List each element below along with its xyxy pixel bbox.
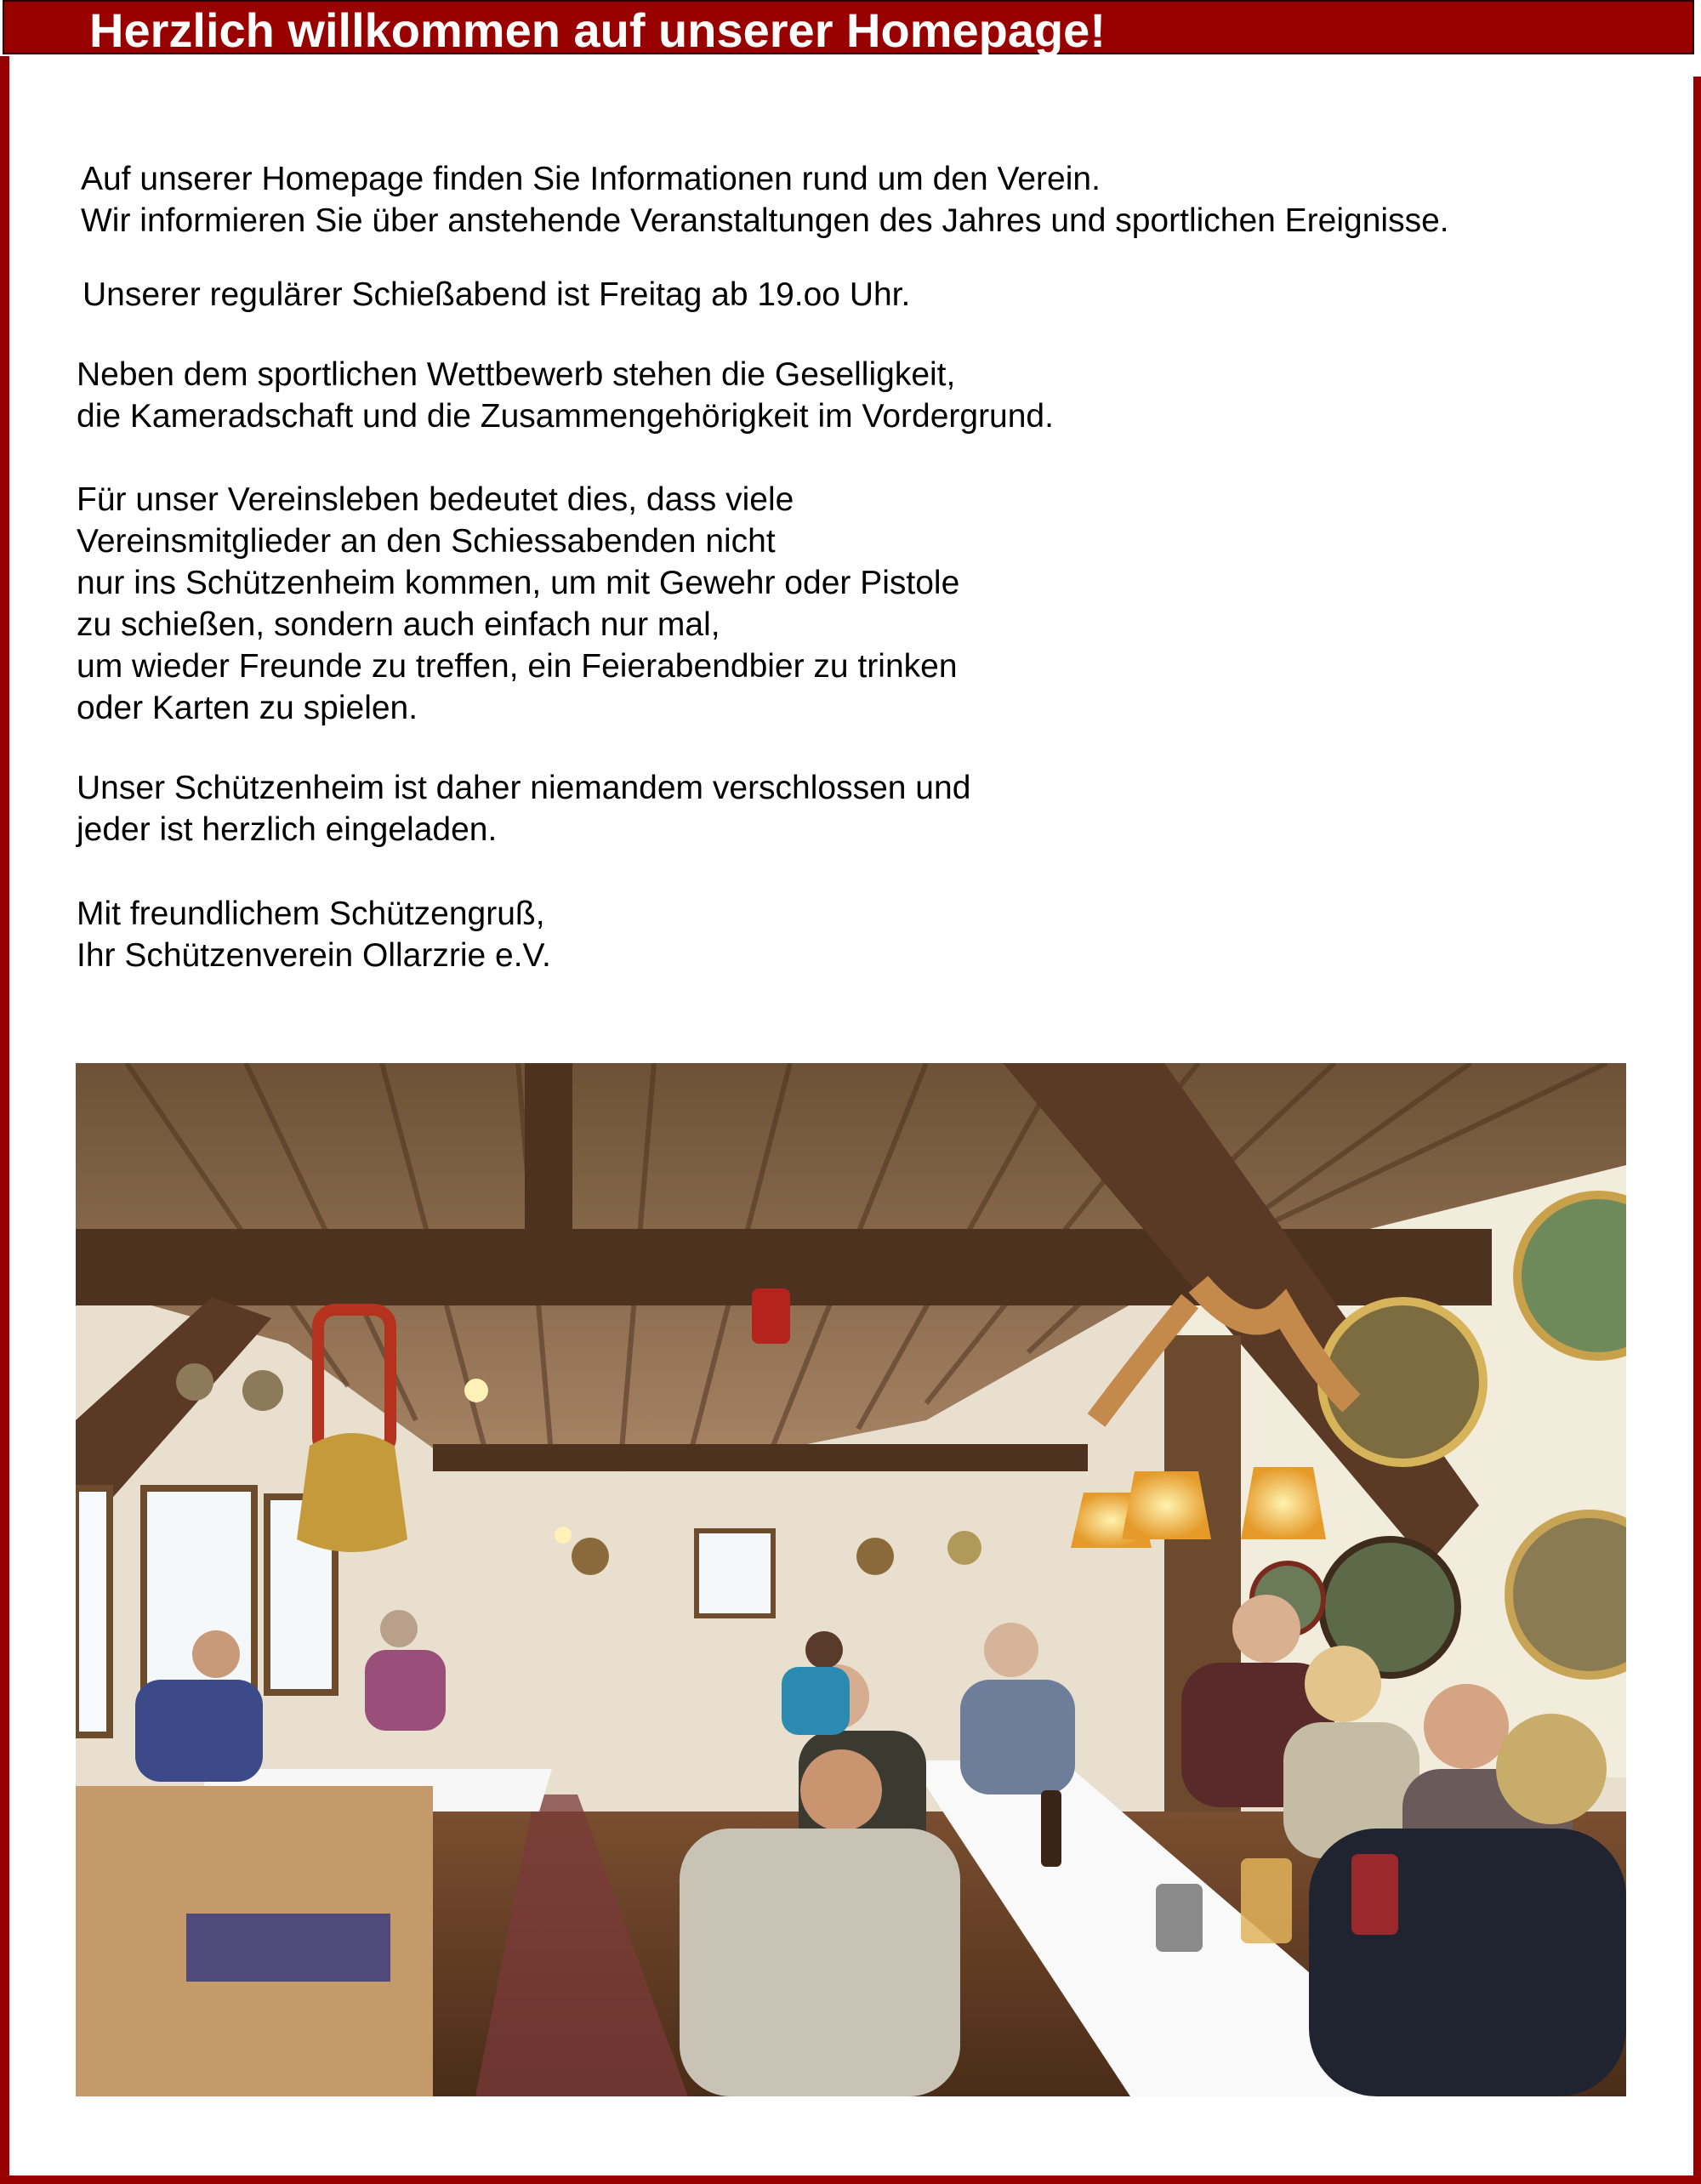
greeting-line: Mit freundlichem Schützengruß, xyxy=(77,896,545,932)
community-paragraph xyxy=(77,354,1054,437)
invitation-line: jeder ist herzlich eingeladen. xyxy=(77,811,498,848)
clubhouse-photo xyxy=(76,1063,1626,2096)
frame-right-border xyxy=(1693,77,1701,2184)
club-life-paragraph xyxy=(77,479,959,729)
invitation-line: Unser Schützenheim ist daher niemandem verschlossen und xyxy=(77,770,971,806)
invitation-paragraph xyxy=(77,767,970,850)
greeting-line: Ihr Schützenverein Ollarzrie e.V. xyxy=(77,937,551,974)
greeting-paragraph xyxy=(77,893,551,976)
frame-bottom-border xyxy=(0,2175,1701,2184)
header-bar xyxy=(3,0,1694,57)
club-life-line: oder Karten zu spielen. xyxy=(77,690,418,726)
club-life-line: nur ins Schützenheim kommen, um mit Gewehr oder Pistole xyxy=(77,565,960,601)
clubhouse-interior-illustration xyxy=(76,1063,1626,2096)
club-life-line: Für unser Vereinsleben bedeutet dies, dass viele xyxy=(77,481,794,518)
vertical-beam xyxy=(525,1063,572,1233)
schedule-paragraph xyxy=(82,274,910,316)
club-life-line: Vereinsmitglieder an den Schiessabenden nicht xyxy=(77,523,776,560)
frame-left-border xyxy=(0,56,9,2184)
community-line: die Kameradschaft und die Zusammengehörigkeit im Vordergrund. xyxy=(77,398,1054,435)
intro-line: Auf unserer Homepage finden Sie Informationen rund um den Verein. xyxy=(81,161,1101,197)
intro-line: Wir informieren Sie über anstehende Veranstaltungen des Jahres und sportlichen Ereignisse. xyxy=(81,202,1449,239)
intro-paragraph xyxy=(81,158,1449,242)
bench-cushion xyxy=(186,1914,390,1982)
schedule-line: Unserer regulärer Schießabend ist Freitag ab 19.oo Uhr. xyxy=(82,276,911,313)
page-title: Herzlich willkommen auf unserer Homepage! xyxy=(89,3,1106,57)
back-beam xyxy=(433,1444,1088,1471)
club-life-line: um wieder Freunde zu treffen, ein Feierabendbier zu trinken xyxy=(77,648,958,685)
club-life-line: zu schießen, sondern auch einfach nur mal, xyxy=(77,606,720,643)
community-line: Neben dem sportlichen Wettbewerb stehen die Geselligkeit, xyxy=(77,356,956,393)
